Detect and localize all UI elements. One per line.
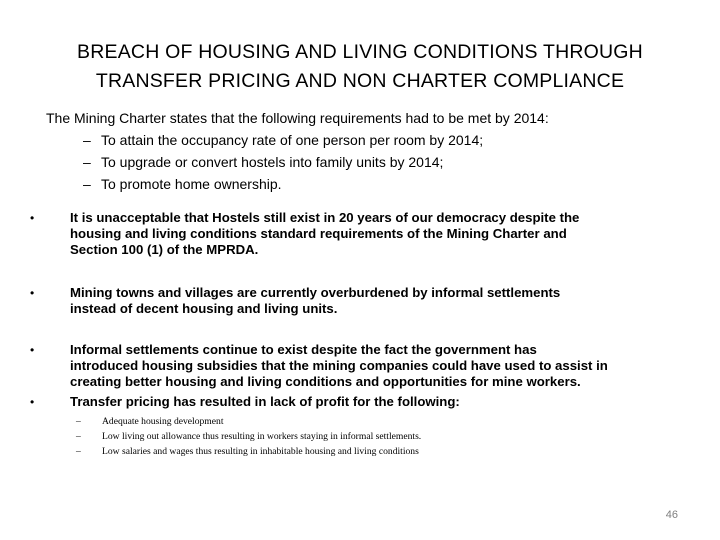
title-line-2: TRANSFER PRICING AND NON CHARTER COMPLIANCE: [95, 70, 625, 92]
intro-section: [46, 107, 686, 195]
page-number: 46: [665, 509, 678, 521]
bullet-marker: •: [30, 343, 35, 357]
transfer-item-text: Adequate housing development: [102, 416, 224, 427]
dash-marker: –: [83, 176, 91, 192]
requirement-text: To attain the occupancy rate of one person per room by 2014;: [101, 132, 484, 148]
transfer-item: [76, 444, 676, 459]
bullet-line: instead of decent housing and living units.: [70, 301, 338, 316]
bullet-line: Informal settlements continue to exist despite the fact the government has: [70, 342, 537, 357]
bullet-line: housing and living conditions standard requirements of the Mining Charter and: [70, 226, 567, 241]
bullet-text: [70, 285, 670, 317]
bullet-line: creating better housing and living conditions and opportunities for mine workers.: [70, 374, 581, 389]
bullet-line: Mining towns and villages are currently overburdened by informal settlements: [70, 285, 561, 300]
intro-text: The Mining Charter states that the following requirements had to be met by 2014:: [46, 110, 549, 126]
transfer-item: [76, 414, 676, 429]
slide-title: [40, 38, 680, 96]
transfer-item: [76, 429, 676, 444]
dash-marker: –: [76, 416, 81, 427]
dash-marker: –: [83, 132, 91, 148]
bullet-text: [70, 394, 670, 410]
bullet-text: [70, 342, 670, 390]
transfer-item-text: Low living out allowance thus resulting in workers staying in informal settlements.: [102, 431, 422, 442]
bullet-line: Section 100 (1) of the MPRDA.: [70, 242, 259, 257]
bullet-marker: •: [30, 395, 35, 409]
requirement-text: To upgrade or convert hostels into family units by 2014;: [101, 154, 444, 170]
bullet-text: [70, 210, 670, 258]
transfer-pricing-items: [76, 414, 676, 459]
bullet-marker: •: [30, 211, 35, 225]
requirement-item: [46, 129, 686, 151]
transfer-item-text: Low salaries and wages thus resulting in inhabitable housing and living conditions: [102, 446, 419, 457]
dash-marker: –: [76, 431, 81, 442]
bullet-line: It is unacceptable that Hostels still exist in 20 years of our democracy despite the: [70, 210, 580, 225]
requirement-item: [46, 151, 686, 173]
dash-marker: –: [83, 154, 91, 170]
bullet-line: Transfer pricing has resulted in lack of profit for the following:: [70, 394, 460, 409]
bullet-line: introduced housing subsidies that the mining companies could have used to assist in: [70, 358, 608, 373]
requirement-text: To promote home ownership.: [101, 176, 282, 192]
bullet-marker: •: [30, 286, 35, 300]
dash-marker: –: [76, 446, 81, 457]
title-line-1: BREACH OF HOUSING AND LIVING CONDITIONS THROUGH: [77, 41, 643, 63]
requirement-item: [46, 173, 686, 195]
